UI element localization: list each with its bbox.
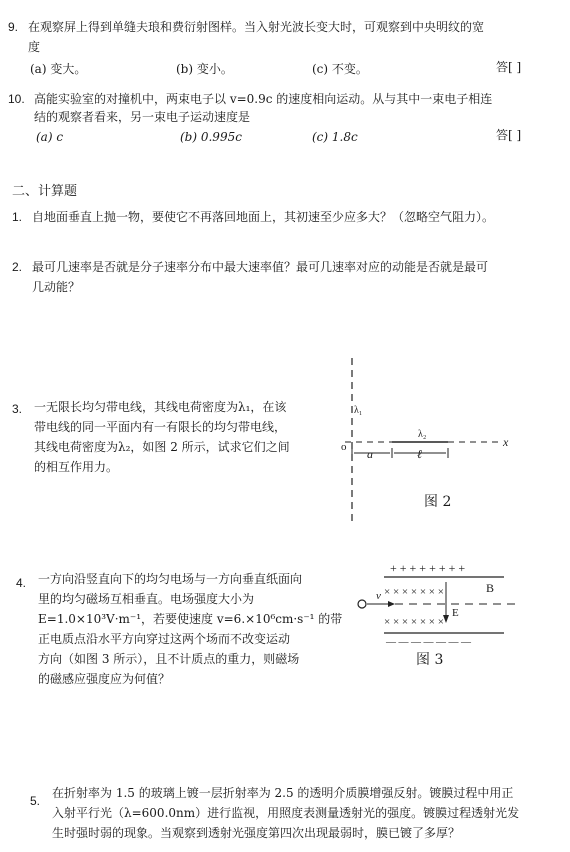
c3-line2: 带电线的同一平面内有一有限长的均匀带电线，: [34, 420, 287, 434]
c1-number: 1.: [12, 210, 23, 224]
c4-line1: 一方向沿竖直向下的均匀电场与一方向垂直纸面向: [38, 572, 303, 586]
fig2-label-l: ℓ: [417, 447, 422, 461]
fig3-plus-charges: + + + + + + + +: [390, 561, 466, 575]
fig3-label-b: B: [486, 581, 495, 595]
c4-line5: 方向（如图 3 所示），且不计质点的重力，则磁场: [38, 652, 300, 666]
fig3-minus-charges: — — — — — — —: [386, 637, 471, 648]
q9-answer-box: 答[ ]: [496, 60, 522, 74]
q9-number: 9.: [8, 20, 19, 34]
figure-3-caption: 图 3: [416, 652, 444, 668]
fig3-field-row-2: × × × × × × ×: [384, 616, 444, 628]
q9-option-b: (b) 变小。: [176, 62, 233, 76]
c5-number: 5.: [30, 794, 41, 808]
q10-option-b: (b) 0.995c: [180, 130, 242, 144]
q10-line2: 结的观察者看来，另一束电子运动速度是: [34, 110, 251, 124]
section-title: 二、计算题: [12, 184, 78, 199]
c4-line2: 里的均匀磁场互相垂直。电场强度大小为: [38, 592, 255, 606]
c4-line4: 正电质点沿水平方向穿过这两个场而不改变运动: [38, 632, 291, 646]
q10-option-a: (a) c: [36, 130, 64, 144]
c4-line6: 的磁感应强度应为何值？: [38, 672, 171, 686]
c5-line2: 入射平行光（λ=600.0nm）进行监视，用照度表测量透射光的强度。镀膜过程透射光发: [52, 806, 520, 820]
fig2-label-a: a: [367, 447, 373, 461]
c4-line3: E=1.0×10³V·m⁻¹，若要使速度 v=6.×10⁶cm·s⁻¹ 的带: [38, 612, 343, 626]
c3-line1: 一无限长均匀带电线，其线电荷密度为λ₁，在该: [34, 400, 287, 414]
c3-number: 3.: [12, 402, 23, 416]
q10-option-c: (c) 1.8c: [312, 130, 358, 144]
fig3-velocity-arrowhead: [388, 601, 395, 607]
q10-number: 10.: [8, 92, 25, 106]
c3-line3: 其线电荷密度为λ₂，如图 2 所示，试求它们之间: [34, 440, 290, 454]
c1-text: 自地面垂直上抛一物，要使它不再落回地面上，其初速至少应多大？（忽略空气阻力）。: [32, 210, 495, 224]
q9-option-c: (c) 不变。: [312, 62, 368, 76]
q9-line2: 度: [28, 40, 41, 54]
q10-answer-box: 答[ ]: [496, 128, 522, 142]
fig3-particle: [358, 600, 366, 608]
c2-line1: 最可几速率是否就是分子速率分布中最大速率值？最可几速率对应的动能是否就是最可: [32, 260, 489, 274]
q9-option-a: (a) 变大。: [30, 62, 87, 76]
c4-number: 4.: [16, 576, 27, 590]
fig2-lambda1: λ₁: [354, 405, 363, 416]
q9-line1: 在观察屏上得到单缝夫琅和费衍射图样。当入射光波长变大时，可观察到中央明纹的宽: [28, 20, 485, 34]
figure-2-caption: 图 2: [424, 494, 452, 510]
fig2-origin-o: o: [341, 441, 347, 453]
c5-line1: 在折射率为 1.5 的玻璃上镀一层折射率为 2.5 的透明介质膜增强反射。镀膜过程中用正: [52, 786, 514, 800]
c3-line4: 的相互作用力。: [34, 460, 119, 474]
fig2-lambda2: λ₂: [418, 429, 427, 440]
c2-number: 2.: [12, 260, 23, 274]
fig2-axis-x: x: [503, 435, 509, 449]
fig3-field-row-1: × × × × × × ×: [384, 586, 444, 598]
fig3-label-v: v: [376, 590, 381, 602]
q10-line1: 高能实验室的对撞机中，两束电子以 v=0.9c 的速度相向运动。从与其中一束电子相连: [34, 92, 493, 106]
c2-line2: 几动能？: [32, 280, 81, 294]
c5-line3: 生时强时弱的现象。当观察到透射光强度第四次出现最弱时，膜已镀了多厚？: [52, 826, 461, 840]
fig3-label-e: E: [452, 607, 459, 619]
